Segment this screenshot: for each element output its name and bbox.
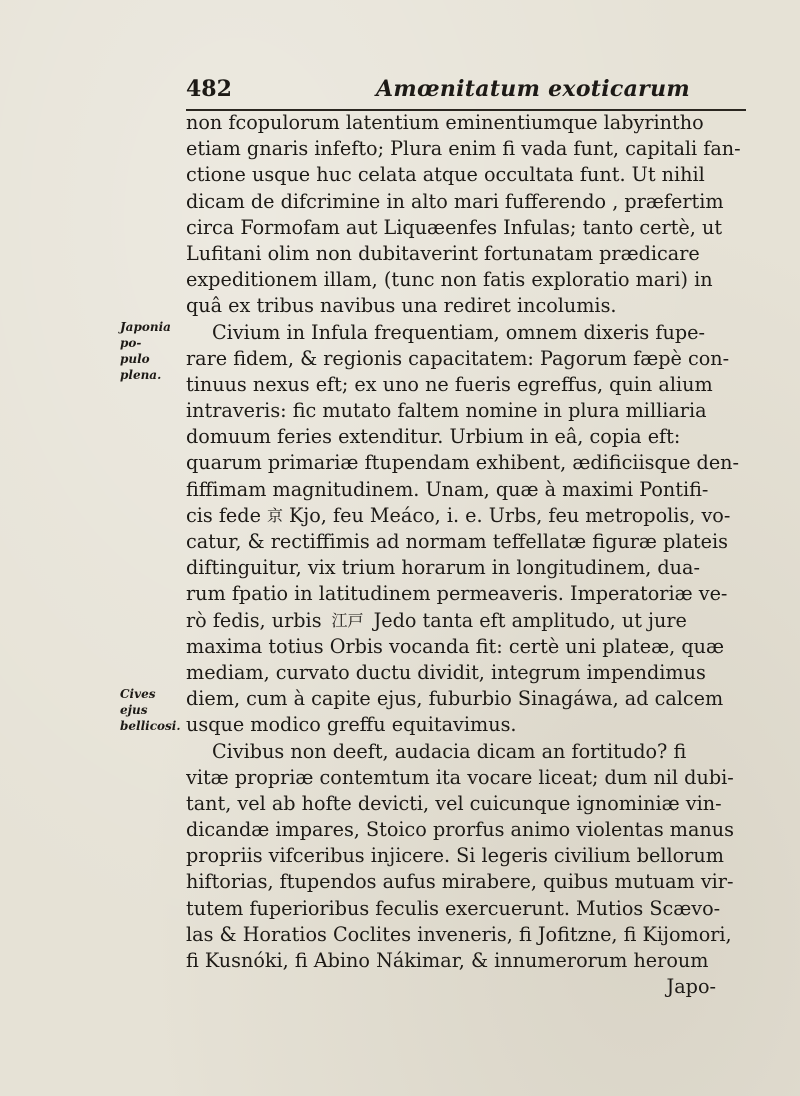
text-line: hiftorias, ftupendos aufus mirabere, quibus mutuam vir- [186,870,734,894]
text-line-with-glyph [186,608,750,634]
margin-note-cives [120,686,184,734]
text-line-with-glyph [186,503,750,529]
text-line: diftinguitur, vix trium horarum in longitudinem, dua- [186,556,700,580]
text-line: rum fpatio in latitudinem permeaveris. Imperatoriæ ve- [186,582,728,606]
text-line: tant, vel ab hofte devicti, vel cuicunque ignominiæ vin- [186,791,722,815]
text-line: domuum feries extenditur. Urbium in eâ, copia eft: [186,425,681,449]
text-line: fiffimam magnitudinem. Unam, quæ à maximi Pontifi- [186,477,709,501]
margin-note-line: Japonia po- [120,320,171,350]
text-line: tutem fuperioribus feculis exercuerunt. Mutios Scævo- [186,896,721,920]
margin-note-line: pulo plena. [120,352,162,382]
body-text [186,110,750,1000]
text-line: dicam de difcrimine in alto mari fufferendo , præfertim [186,189,724,213]
margin-note-japonia [120,319,184,383]
page-header [186,68,746,108]
text-line: dicandæ impares, Stoico prorfus animo violentas manus [186,818,734,842]
text-line: ctione usque huc celata atque occultata funt. Ut nihil [186,163,705,187]
text-line: catur, & rectiffimis ad normam teffellatæ figuræ plateis [186,530,728,553]
running-title: Amœnitatum exoticarum [376,76,690,102]
text-line: rare fidem, & regionis capacitatem: Pagorum fæpè con- [186,346,730,370]
kyo-kanji-glyph: 京 [266,505,283,525]
edo-kanji-glyph: 江戸 [331,610,364,630]
text-line: propriis vifceribus injicere. Si legeris civilium bellorum [186,844,724,868]
text-line: usque modico greffu equitavimus. [186,713,517,737]
text-line: Lufitani olim non dubitaverint fortunatam prædicare [186,241,700,265]
text-line: diem, cum à capite ejus, fuburbio Sinagáwa, ad calcem [186,687,724,711]
text-line: circa Formofam aut Liquæenfes Infulas; tanto certè, ut [186,215,723,239]
text-line: maxima totius Orbis vocanda fit: certè uni plateæ, quæ [186,634,725,658]
text-line: vitæ propriæ contemtum ita vocare liceat; dum nil dubi- [186,765,734,789]
text-line: non fcopulorum latentium eminentiumque labyrintho [186,111,704,134]
text-line: fi Kusnóki, fi Abino Nákimar, & innumerorum heroum [186,949,709,972]
text-line: Civium in Infula frequentiam, omnem dixeris fupe- [212,320,705,344]
page-number: 482 [186,76,232,102]
text-segment: Jedo tanta eft amplitudo, ut jure [373,608,687,632]
text-line: intraveris: fic mutato faltem nomine in plura milliaria [186,399,707,423]
text-line: Civibus non deeft, audacia dicam an fortitudo? fi [212,739,687,763]
text-line: las & Horatios Coclites inveneris, fi Jofitzne, fi Kijomori, [186,922,732,946]
text-line: mediam, curvato ductu dividit, integrum impendimus [186,660,706,684]
text-segment: cis fede [186,503,261,527]
text-line: quâ ex tribus navibus una rediret incolumis. [186,294,617,318]
margin-note-line: bellicosi. [120,719,181,733]
margin-note-line: Cives ejus [120,687,156,717]
text-line: quarum primariæ ftupendam exhibent, ædificiisque den- [186,451,740,475]
text-line: expeditionem illam, (tunc non fatis exploratio mari) in [186,268,713,292]
catchword: Japo- [666,975,716,999]
text-line: tinuus nexus eft; ex uno ne fueris egreffus, quin alium [186,372,713,396]
text-segment: rò fedis, urbis [186,608,322,632]
text-line: etiam gnaris infefto; Plura enim fi vada funt, capitali fan- [186,137,741,161]
text-segment: Kjo, feu Meáco, i. e. Urbs, feu metropolis, vo- [288,503,731,527]
